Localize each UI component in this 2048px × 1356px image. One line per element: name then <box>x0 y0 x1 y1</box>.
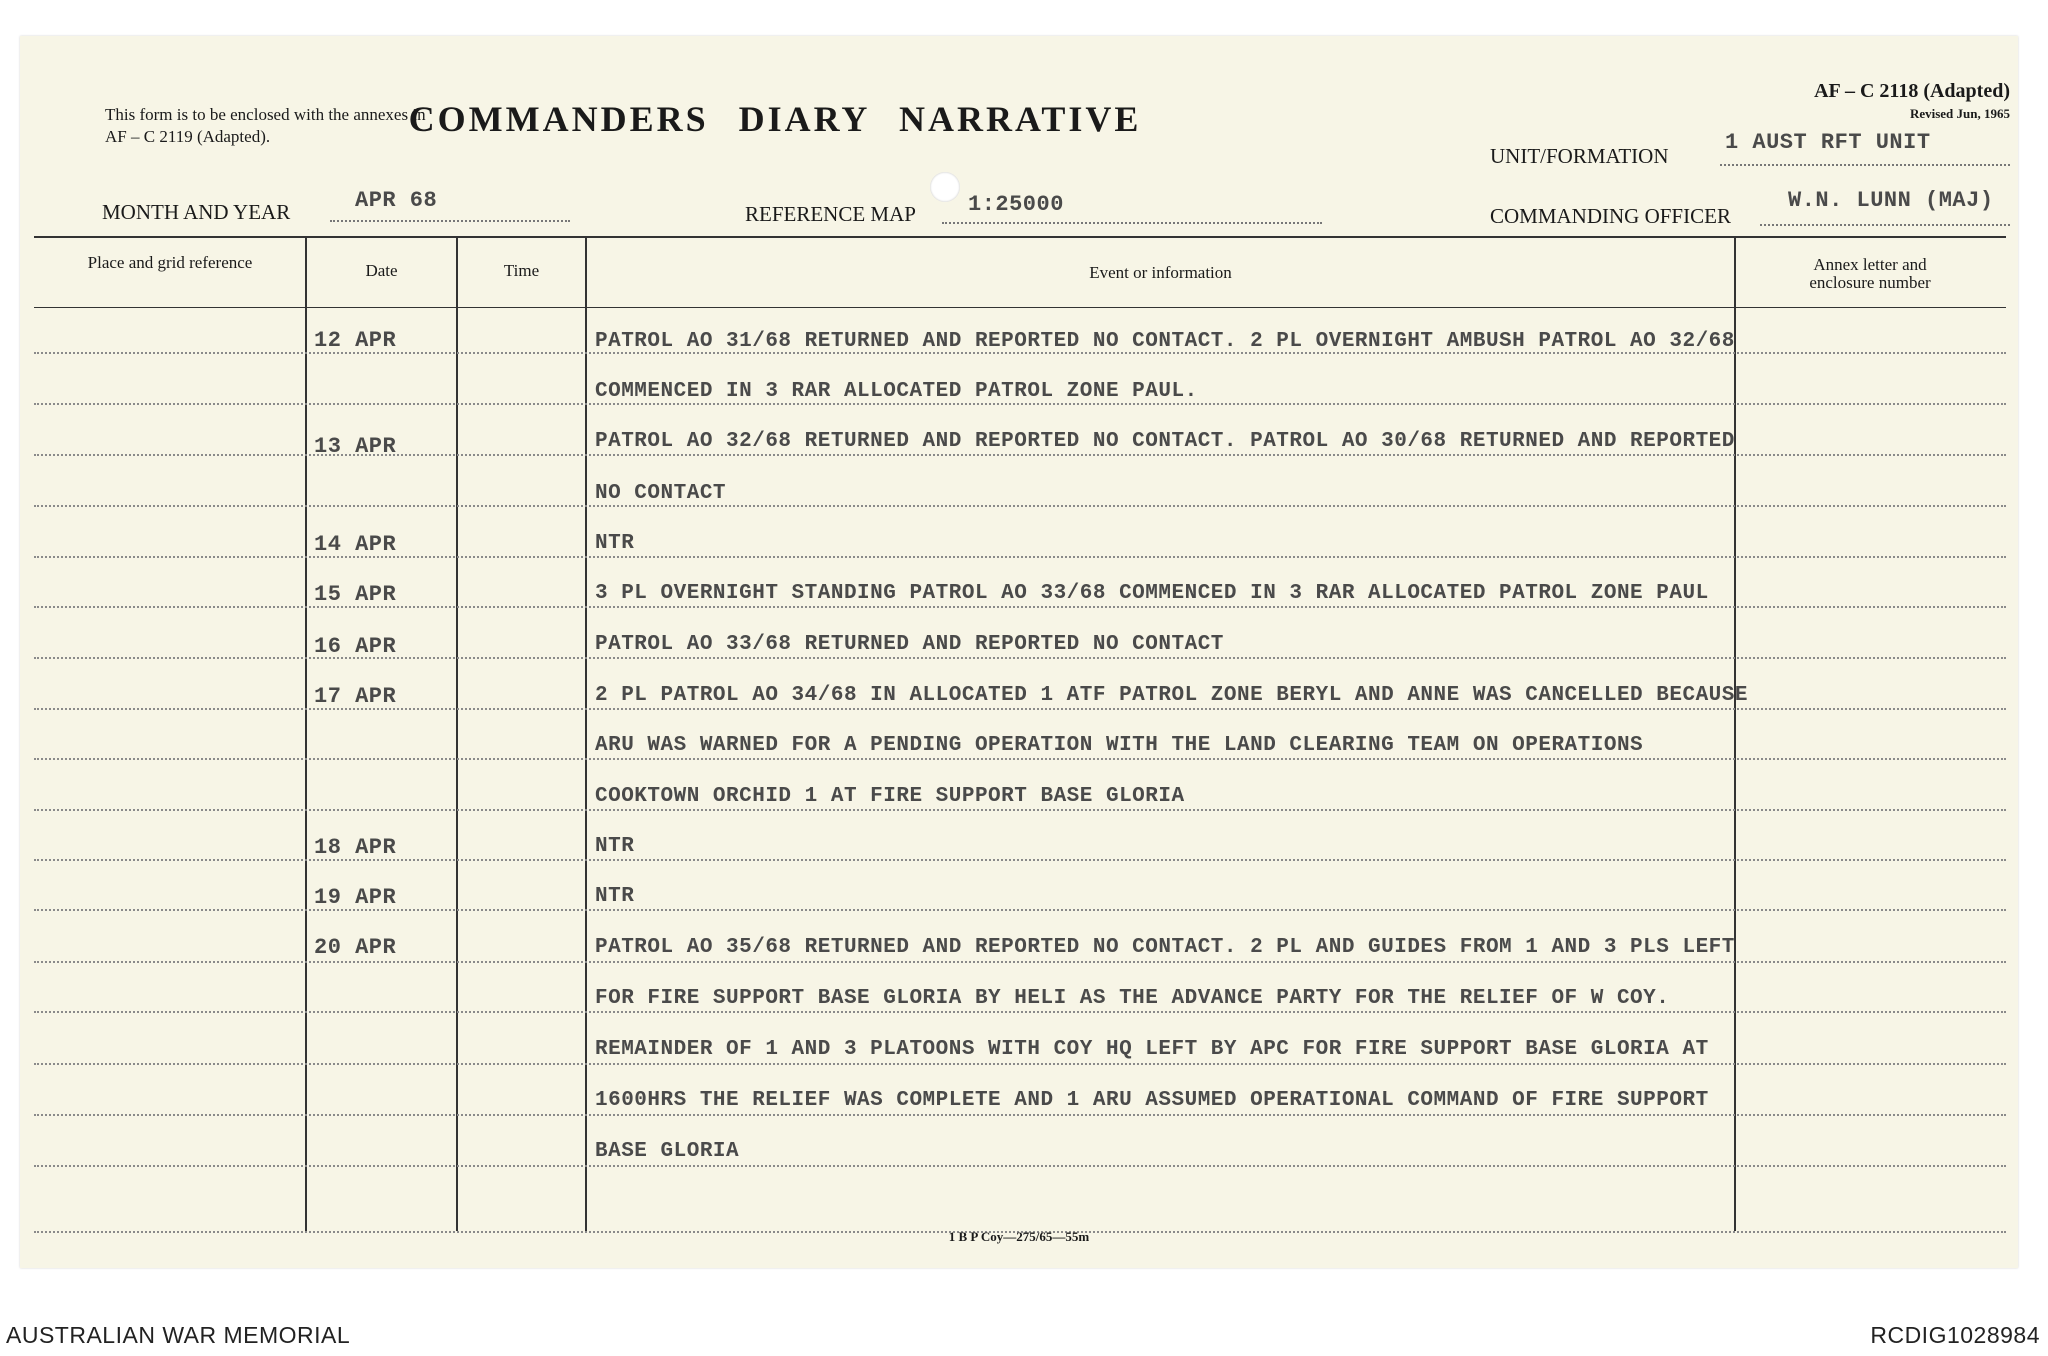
row-rule <box>34 1063 2006 1065</box>
entry-text: REMAINDER OF 1 AND 3 PLATOONS WITH COY HQ LEFT BY APC FOR FIRE SUPPORT BASE GLORIA AT <box>595 1038 1709 1061</box>
column-divider-annex <box>1734 238 1736 1231</box>
row-rule <box>34 1011 2006 1013</box>
column-header-event: Event or information <box>1089 263 1232 282</box>
entry-text: 1600HRS THE RELIEF WAS COMPLETE AND 1 ARU ASSUMED OPERATIONAL COMMAND OF FIRE SUPPORT <box>595 1089 1709 1112</box>
column-header-place: Place and grid reference <box>87 253 253 272</box>
unit-field-line <box>1720 164 2010 166</box>
entry-text: NTR <box>595 532 635 555</box>
reference-map-field-line <box>942 222 1322 224</box>
enclosure-note: This form is to be enclosed with the annexes in AF – C 2119 (Adapted). <box>105 105 426 146</box>
entry-date: 16 APR <box>314 634 397 659</box>
entry-text: PATROL AO 35/68 RETURNED AND REPORTED NO CONTACT. 2 PL AND GUIDES FROM 1 AND 3 PLS LEFT <box>595 936 1735 959</box>
entry-text: BASE GLORIA <box>595 1140 740 1163</box>
row-rule <box>34 809 2006 811</box>
month-year-value: APR 68 <box>355 188 438 213</box>
column-divider-time <box>456 238 458 1231</box>
column-header-annex: Annex letter and enclosure number <box>1809 255 1931 292</box>
entry-text: PATROL AO 32/68 RETURNED AND REPORTED NO CONTACT. PATROL AO 30/68 RETURNED AND REPORTED <box>595 430 1735 453</box>
row-rule <box>34 403 2006 405</box>
entry-text: COMMENCED IN 3 RAR ALLOCATED PATROL ZONE PAUL. <box>595 380 1198 403</box>
entry-text: PATROL AO 31/68 RETURNED AND REPORTED NO CONTACT. 2 PL OVERNIGHT AMBUSH PATROL AO 32/68 <box>595 330 1735 353</box>
entry-text: NTR <box>595 835 635 858</box>
entry-date: 15 APR <box>314 582 397 607</box>
row-rule <box>34 1114 2006 1116</box>
entry-text: 3 PL OVERNIGHT STANDING PATROL AO 33/68 COMMENCED IN 3 RAR ALLOCATED PATROL ZONE PAUL <box>595 582 1709 605</box>
entry-text: ARU WAS WARNED FOR A PENDING OPERATION WITH THE LAND CLEARING TEAM ON OPERATIONS <box>595 734 1644 757</box>
entry-text: PATROL AO 33/68 RETURNED AND REPORTED NO CONTACT <box>595 633 1224 656</box>
form-title: COMMANDERS DIARY NARRATIVE <box>408 99 1142 139</box>
entry-text: NO CONTACT <box>595 482 727 505</box>
entry-text: NTR <box>595 885 635 908</box>
form-code: AF – C 2118 (Adapted) <box>1814 80 2010 102</box>
revision-date: Revised Jun, 1965 <box>1909 106 2010 121</box>
unit-label: UNIT/FORMATION <box>1490 144 1669 168</box>
entry-date: 12 APR <box>314 328 397 353</box>
entry-text: COOKTOWN ORCHID 1 AT FIRE SUPPORT BASE GLORIA <box>595 785 1185 808</box>
entry-date: 14 APR <box>314 532 397 557</box>
commanding-officer-label: COMMANDING OFFICER <box>1490 204 1731 228</box>
month-year-label: MONTH AND YEAR <box>102 200 291 224</box>
punch-hole <box>930 172 960 202</box>
month-year-field-line <box>330 220 570 222</box>
column-header-time: Time <box>503 261 540 280</box>
entry-date: 13 APR <box>314 434 397 459</box>
entry-text: 2 PL PATROL AO 34/68 IN ALLOCATED 1 ATF PATROL ZONE BERYL AND ANNE WAS CANCELLED BECAUSE <box>595 684 1748 707</box>
entry-date: 19 APR <box>314 885 397 910</box>
column-divider-event <box>585 238 587 1231</box>
commanding-officer-field-line <box>1760 224 2010 226</box>
printer-imprint: 1 B P Coy—275/65—55m <box>948 1229 1090 1244</box>
column-header-date: Date <box>365 261 398 280</box>
entry-date: 20 APR <box>314 935 397 960</box>
row-rule <box>34 1165 2006 1167</box>
header-bottom-rule <box>34 307 2006 308</box>
row-rule <box>34 505 2006 507</box>
entry-date: 18 APR <box>314 835 397 860</box>
diary-form-sheet <box>20 36 2018 1268</box>
unit-value: 1 AUST RFT UNIT <box>1725 130 1931 155</box>
row-rule <box>34 961 2006 963</box>
reference-map-value: 1:25000 <box>968 192 1064 217</box>
archive-credit: AUSTRALIAN WAR MEMORIAL <box>6 1322 351 1348</box>
column-divider-date <box>305 238 307 1231</box>
reference-map-label: REFERENCE MAP <box>745 202 916 226</box>
entry-text: FOR FIRE SUPPORT BASE GLORIA BY HELI AS THE ADVANCE PARTY FOR THE RELIEF OF W COY. <box>595 987 1670 1010</box>
entry-date: 17 APR <box>314 684 397 709</box>
row-rule <box>34 758 2006 760</box>
table-top-border <box>34 236 2006 238</box>
commanding-officer-value: W.N. LUNN (MAJ) <box>1788 188 1994 213</box>
record-identifier: RCDIG1028984 <box>1870 1322 2040 1348</box>
